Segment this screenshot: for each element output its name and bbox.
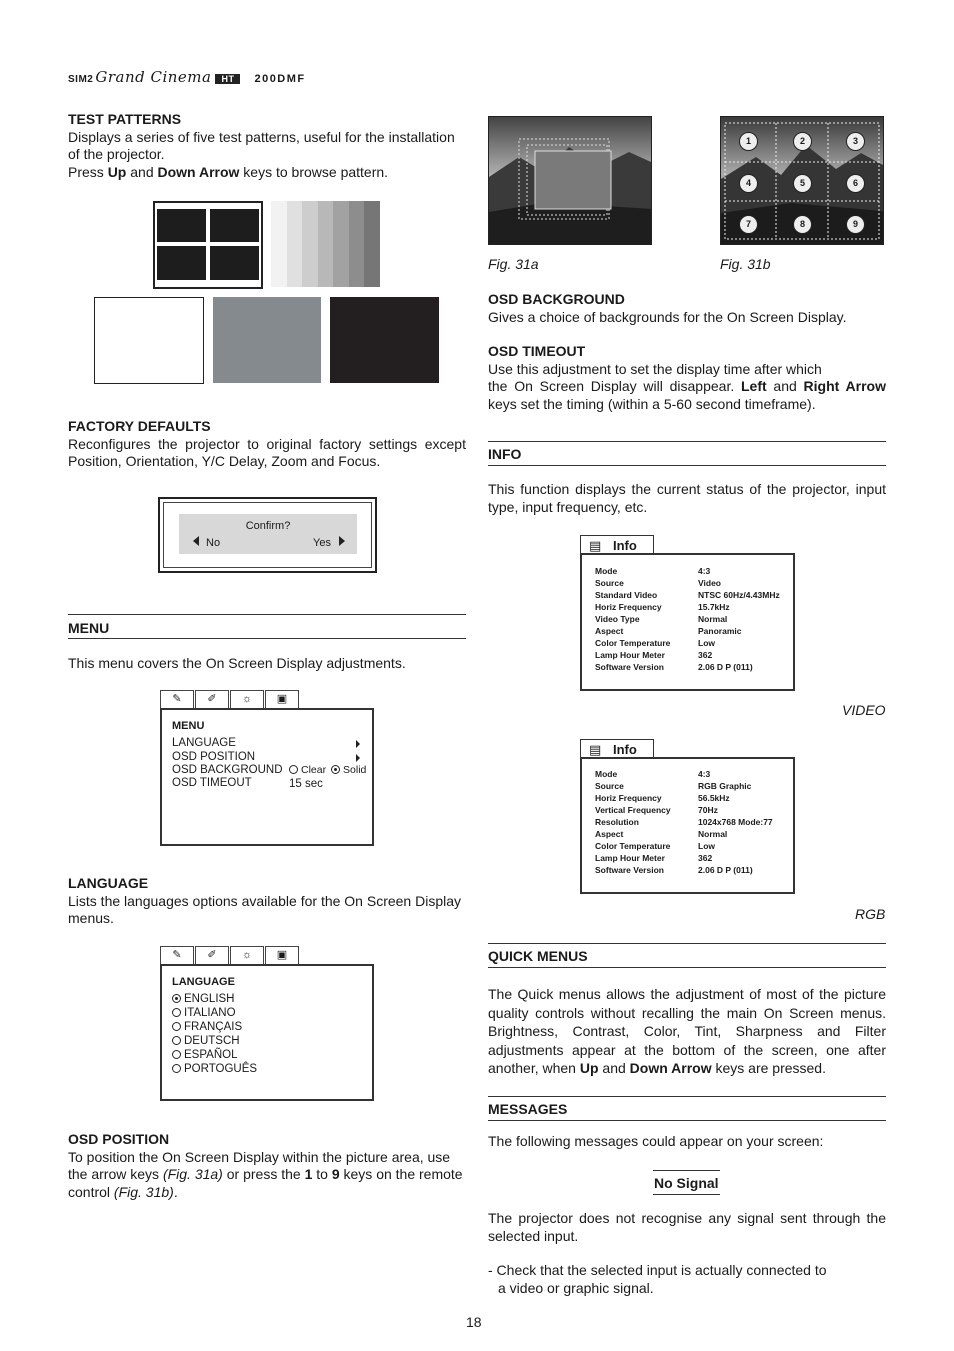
- no-signal-heading: No Signal: [654, 1175, 719, 1191]
- language-section: [68, 875, 466, 928]
- info-row: Horiz Frequency 56.5kHz: [595, 793, 730, 803]
- folder-icon: ▣: [276, 693, 288, 705]
- option-clear-label: Clear: [301, 764, 327, 776]
- divider: [488, 441, 886, 442]
- info-rgb-panel: [580, 757, 795, 894]
- tab-settings[interactable]: [230, 690, 264, 708]
- no-signal-text: The projector does not recognise any signal sent through the selected input.: [488, 1210, 886, 1244]
- factory-defaults-heading: FACTORY DEFAULTS: [68, 418, 211, 434]
- gear-icon: ☼: [241, 949, 253, 961]
- edit-icon: ✐: [207, 693, 217, 705]
- divider: [488, 1096, 886, 1097]
- osd-position-text: To position the On Screen Display within the picture area, use the arrow keys (Fig. 31a) or press the 1 to 9 keys on the remote control (Fig. 31b).: [68, 1148, 463, 1200]
- up-key: Up: [107, 163, 127, 180]
- position-9: 9: [846, 215, 865, 234]
- osd-timeout-heading: OSD TIMEOUT: [488, 343, 586, 359]
- divider: [653, 1194, 720, 1195]
- info-row: Color Temperature Low: [595, 841, 715, 851]
- divider: [68, 614, 466, 615]
- divider: [488, 465, 886, 466]
- menu-text: This menu covers the On Screen Display adjustments.: [68, 655, 406, 671]
- info-text: This function displays the current status of the projector, input type, input frequency, etc.: [488, 481, 886, 515]
- language-heading: LANGUAGE: [68, 875, 149, 891]
- messages-text: The following messages could appear on your screen:: [488, 1133, 824, 1149]
- osd-background-text: Gives a choice of backgrounds for the On Screen Display.: [488, 308, 847, 325]
- test-patterns-section: [68, 111, 466, 181]
- divider: [488, 943, 886, 944]
- language-osd-panel: [160, 964, 374, 1101]
- osd-timeout-section: [488, 343, 886, 413]
- menu-item-osd-timeout[interactable]: OSD TIMEOUT: [172, 777, 252, 789]
- tab-picture[interactable]: [160, 946, 194, 964]
- radio-clear[interactable]: [289, 765, 298, 774]
- confirm-dialog: [158, 497, 377, 573]
- chevron-right-icon: [356, 754, 360, 762]
- info-row: Source Video: [595, 578, 721, 588]
- tab-image[interactable]: [195, 946, 229, 964]
- osd-position-heading: OSD POSITION: [68, 1131, 170, 1147]
- confirm-no-option[interactable]: No: [206, 537, 221, 549]
- fig-31a-image: [488, 116, 652, 245]
- wrench-icon: ✎: [172, 693, 182, 705]
- menu-osd-panel: [160, 708, 374, 846]
- left-arrow-icon: [193, 536, 199, 546]
- page-number: 18: [466, 1314, 482, 1330]
- brand-header: [68, 68, 306, 86]
- language-osd-title: LANGUAGE: [172, 976, 235, 988]
- grid-test-pattern: [153, 201, 263, 289]
- info-row: Lamp Hour Meter 362: [595, 853, 713, 863]
- tab-settings[interactable]: [230, 946, 264, 964]
- right-arrow-icon: [339, 536, 345, 546]
- language-option[interactable]: PORTOGUÊS: [172, 1063, 257, 1077]
- tab-menu[interactable]: [265, 946, 299, 966]
- test-patterns-instruction: Press Up and Down Arrow keys to browse pattern.: [68, 163, 389, 180]
- tab-image[interactable]: [195, 690, 229, 708]
- info-row: Standard Video NTSC 60Hz/4.43MHz: [595, 590, 780, 600]
- info-row: Software Version 2.06 D P (011): [595, 662, 753, 672]
- language-option[interactable]: ITALIANO: [172, 1007, 236, 1021]
- radio-solid[interactable]: [331, 765, 340, 774]
- info-icon: ▤: [589, 742, 602, 757]
- info-row: Software Version 2.06 D P (011): [595, 865, 753, 875]
- fig-ref-31a: (Fig. 31a): [162, 1166, 223, 1182]
- quick-menus-heading: QUICK MENUS: [488, 948, 588, 964]
- menu-item-language[interactable]: LANGUAGE: [172, 737, 236, 749]
- language-option[interactable]: ENGLISH: [172, 993, 235, 1007]
- info-row: Source RGB Graphic: [595, 781, 752, 791]
- osd-timeout-line1: Use this adjustment to set the display time after which: [488, 360, 822, 377]
- wrench-icon: ✎: [172, 949, 182, 961]
- fig-31b-caption: Fig. 31b: [720, 256, 771, 272]
- fig-31a-caption: Fig. 31a: [488, 256, 539, 272]
- check-input-text: - Check that the selected input is actually connected to a video or graphic signal.: [488, 1262, 827, 1296]
- position-8: 8: [793, 215, 812, 234]
- divider: [488, 1120, 886, 1121]
- position-5: 5: [793, 174, 812, 193]
- black-test-pattern: [330, 297, 439, 383]
- info-row: Aspect Normal: [595, 829, 728, 839]
- folder-icon: ▣: [276, 949, 288, 961]
- background-options: [289, 764, 366, 778]
- gear-icon: ☼: [241, 693, 253, 705]
- info-rgb-rows: [595, 768, 790, 876]
- down-arrow-key: Down Arrow: [157, 163, 240, 180]
- osd-background-section: [488, 291, 886, 326]
- info-tab: ▤ Info: [580, 535, 654, 555]
- divider: [488, 967, 886, 968]
- language-option[interactable]: ESPAÑOL: [172, 1049, 237, 1063]
- model-name: 200DMF: [254, 73, 306, 85]
- tab-picture[interactable]: [160, 690, 194, 708]
- info-video-panel: [580, 553, 795, 691]
- brand-ht-badge: HT: [215, 74, 240, 84]
- language-option[interactable]: FRANÇAIS: [172, 1021, 242, 1035]
- info-row: Aspect Panoramic: [595, 626, 742, 636]
- factory-defaults-section: [68, 418, 466, 471]
- position-4: 4: [739, 174, 758, 193]
- position-1: 1: [739, 132, 758, 151]
- osd-tab-bar: [160, 946, 300, 966]
- menu-item-osd-background[interactable]: OSD BACKGROUND: [172, 764, 283, 776]
- divider: [653, 1170, 720, 1171]
- messages-heading: MESSAGES: [488, 1101, 568, 1117]
- info-icon: ▤: [589, 538, 602, 553]
- osd-background-heading: OSD BACKGROUND: [488, 291, 625, 307]
- position-6: 6: [846, 174, 865, 193]
- language-text: Lists the languages options available for the On Screen Display menus.: [68, 892, 462, 926]
- edit-icon: ✐: [207, 949, 217, 961]
- video-caption: VIDEO: [842, 702, 886, 718]
- info-row: Horiz Frequency 15.7kHz: [595, 602, 730, 612]
- info-video-rows: [595, 565, 790, 673]
- landscape-photo: [489, 117, 651, 244]
- gray-test-pattern: [213, 297, 321, 383]
- rgb-caption: RGB: [855, 906, 886, 922]
- test-patterns-heading: TEST PATTERNS: [68, 111, 182, 127]
- chevron-right-icon: [356, 740, 360, 748]
- info-row: Color Temperature Low: [595, 638, 715, 648]
- osd-timeout-line3: keys set the timing (within a 5-60 second timeframe).: [488, 395, 816, 412]
- language-option[interactable]: DEUTSCH: [172, 1035, 240, 1049]
- position-7: 7: [739, 215, 758, 234]
- confirm-yes-option[interactable]: Yes: [313, 537, 331, 549]
- brand-grand-cinema: Grand Cinema: [95, 68, 212, 86]
- divider: [68, 638, 466, 639]
- osd-position-section: [68, 1131, 466, 1201]
- grayscale-test-pattern: [271, 201, 380, 287]
- fig-ref-31b: (Fig. 31b): [113, 1183, 174, 1200]
- info-row: Vertical Frequency 70Hz: [595, 805, 718, 815]
- info-heading: INFO: [488, 446, 522, 462]
- info-row: Mode 4:3: [595, 769, 711, 779]
- info-row: Lamp Hour Meter 362: [595, 650, 713, 660]
- menu-heading: MENU: [68, 620, 110, 636]
- factory-defaults-text: Reconfigures the projector to original factory settings except Position, Orientation, Y/C Delay, Zoom and Focus.: [68, 435, 466, 469]
- white-test-pattern: [94, 297, 204, 384]
- osd-tab-bar: [160, 690, 300, 710]
- timeout-value: 15 sec: [289, 778, 323, 790]
- info-row: Resolution 1024x768 Mode:77: [595, 817, 773, 827]
- menu-osd-title: MENU: [172, 720, 205, 732]
- menu-item-osd-position[interactable]: OSD POSITION: [172, 751, 256, 763]
- quick-menus-text: The Quick menus allows the adjustment of most of the picture quality controls without recalling the main On Screen menus. Brightness, Contrast, Color, Tint, Sharpness and Filter adjustments appear at the bottom of the screen, one after another, when Up and Down Arrow keys are pressed.: [488, 986, 886, 1076]
- option-solid-label: Solid: [343, 764, 367, 776]
- info-row: Video Type Normal: [595, 614, 728, 624]
- position-3: 3: [846, 132, 865, 151]
- brand-sim2: SIM2: [68, 74, 94, 85]
- position-2: 2: [793, 132, 812, 151]
- test-patterns-text: Displays a series of five test patterns, useful for the installation of the projector.: [68, 128, 455, 162]
- osd-timeout-line2: the On Screen Display will disappear. Left and Right Arrow: [488, 378, 886, 394]
- info-row: Mode 4:3: [595, 566, 711, 576]
- confirm-prompt: Confirm?: [245, 520, 291, 532]
- info-tab: ▤ Info: [580, 739, 654, 759]
- fig-31b-image: [720, 116, 884, 245]
- tab-menu[interactable]: [265, 690, 299, 710]
